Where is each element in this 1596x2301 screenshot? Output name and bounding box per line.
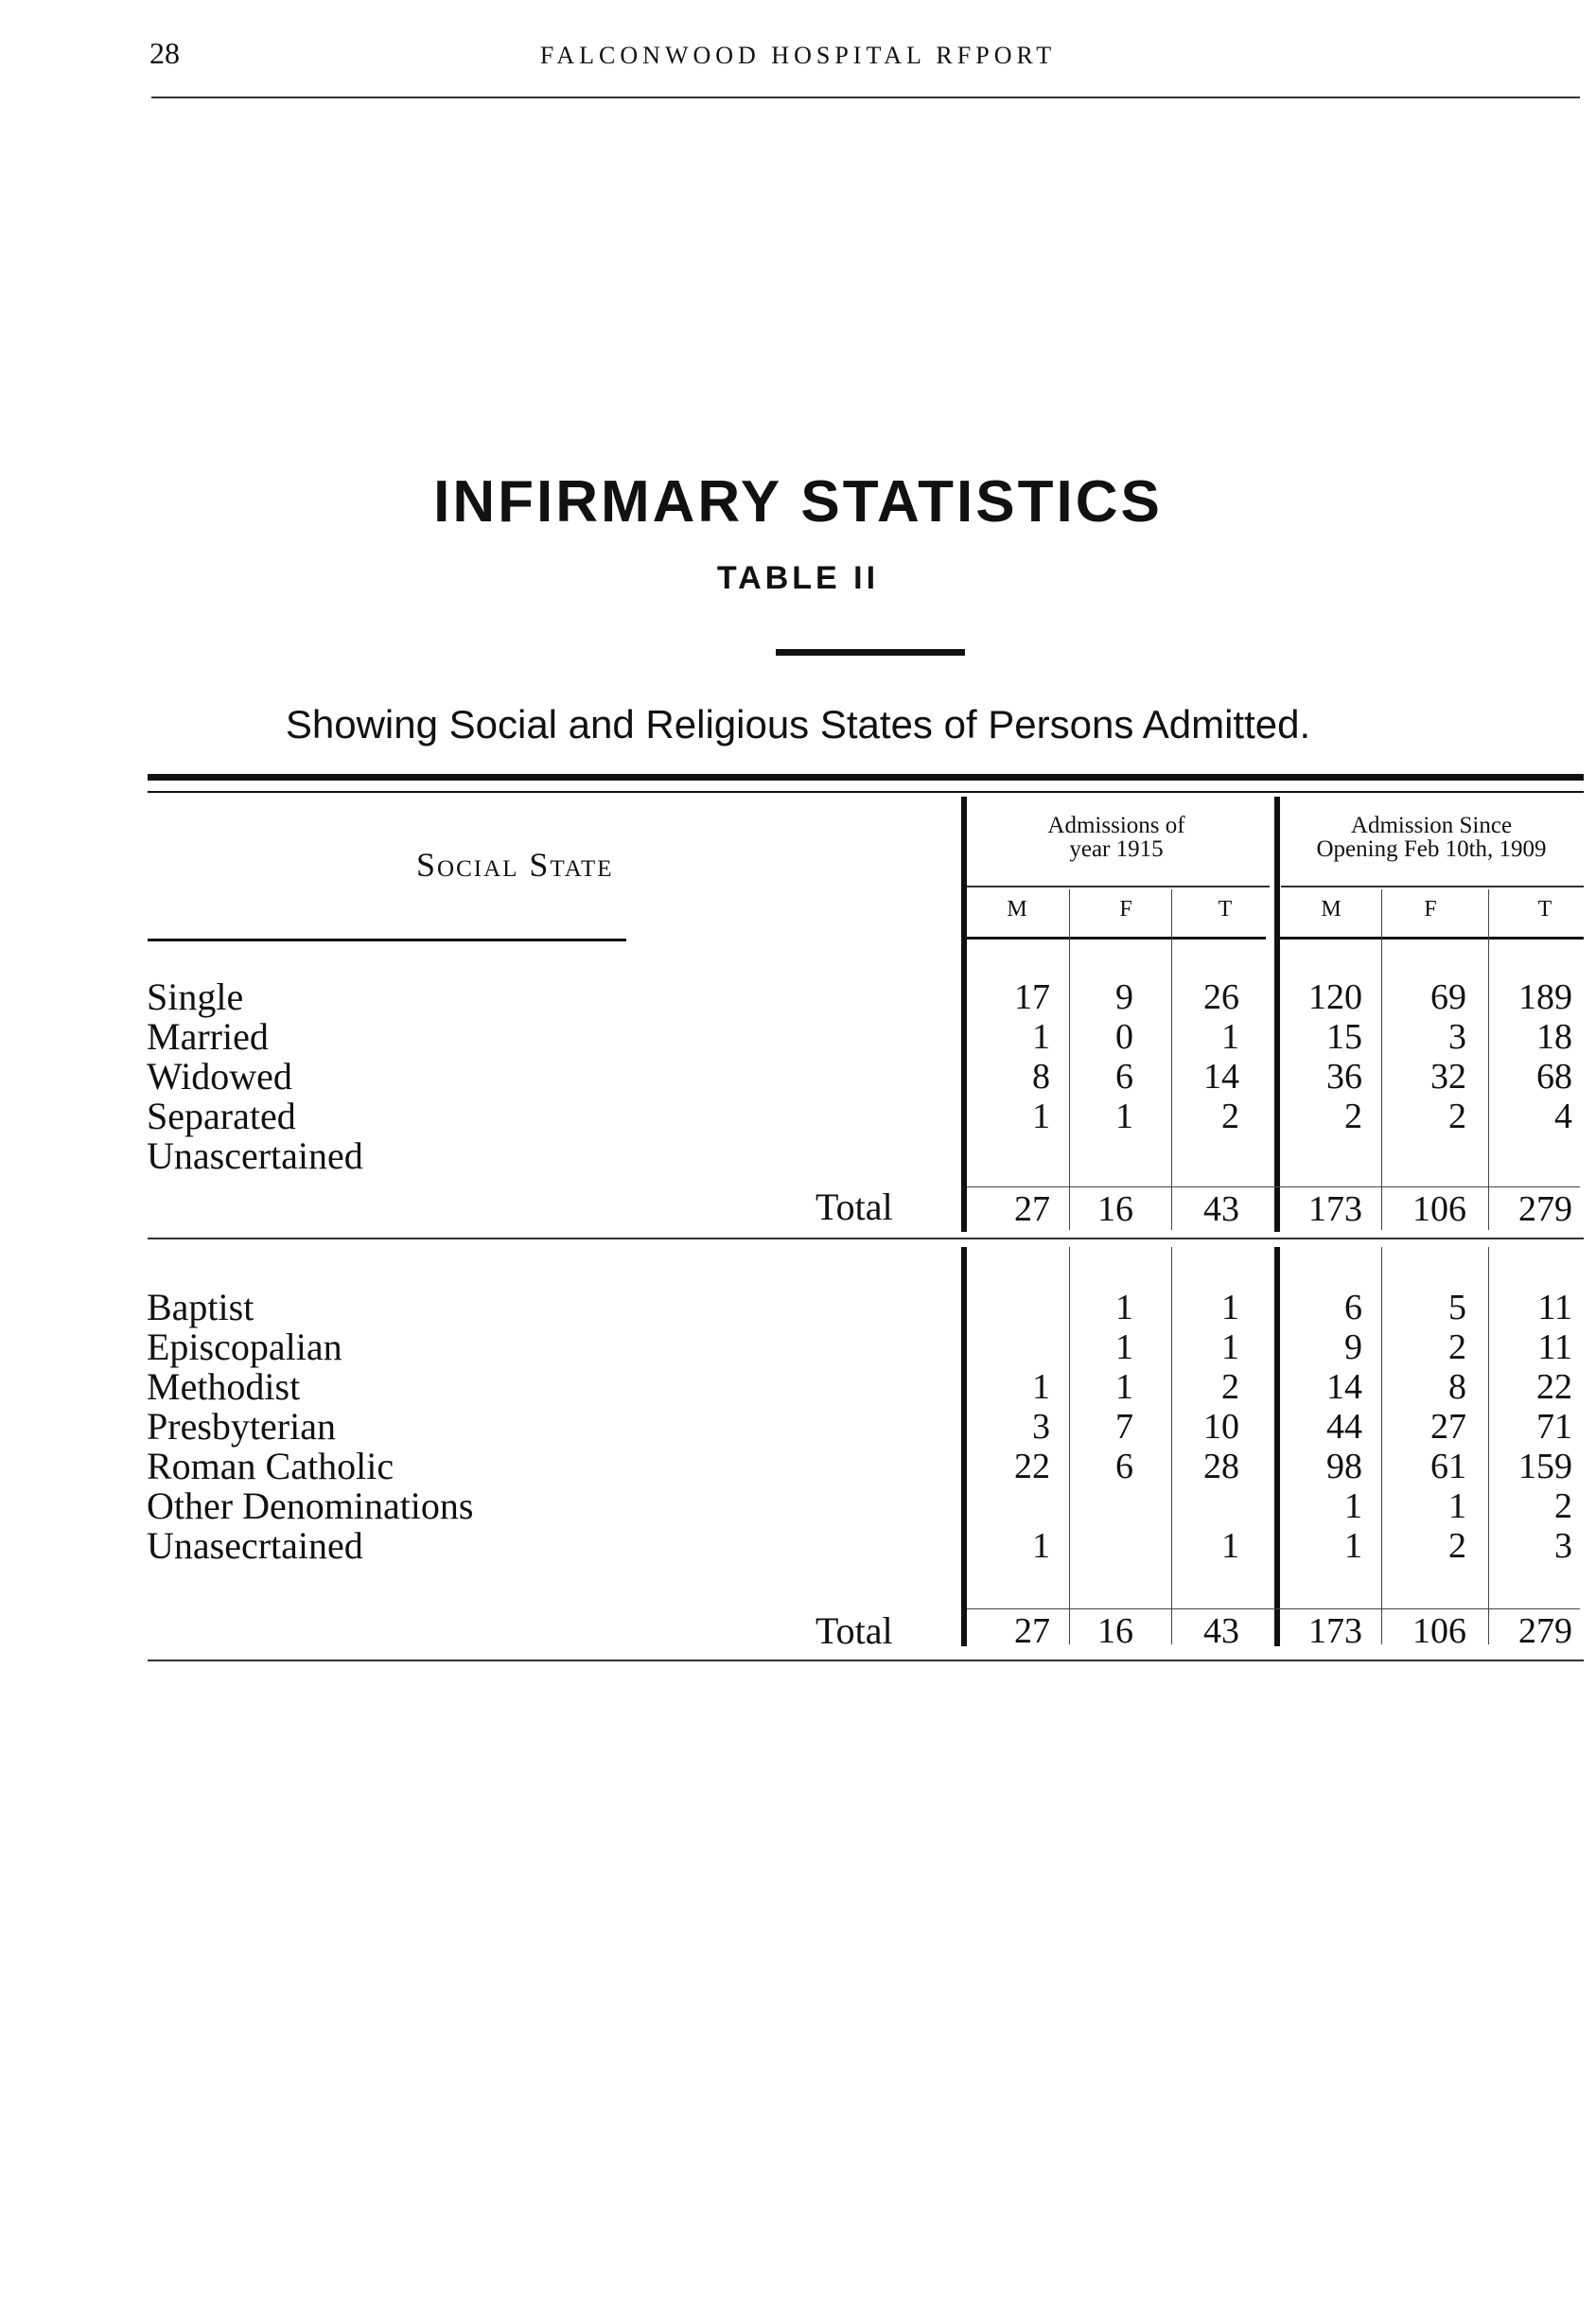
cell-single-since-f: 69 [1430, 977, 1466, 1017]
cell-episcopalian-since-f: 2 [1448, 1327, 1466, 1367]
cell-roman-catholic-since-t: 159 [1518, 1447, 1572, 1486]
cell-roman-catholic-1915-m: 22 [1014, 1447, 1050, 1486]
cell-baptist-since-t: 11 [1537, 1288, 1572, 1327]
cell-baptist-since-f: 5 [1448, 1288, 1466, 1327]
sub-header-rule [963, 937, 1266, 940]
group-header-rule [1281, 886, 1584, 887]
cell-widowed-since-f: 32 [1430, 1057, 1466, 1097]
cell-single-1915-m: 17 [1014, 977, 1050, 1017]
section-divider [148, 1238, 1584, 1239]
cell-other-since-m: 1 [1344, 1486, 1362, 1526]
cell-episcopalian-1915-f: 1 [1115, 1327, 1133, 1367]
page-title: INFIRMARY STATISTICS [433, 469, 1163, 535]
table-top-thin-rule [148, 791, 1584, 793]
cell-social-total-1915-m: 27 [1014, 1189, 1050, 1229]
group-header-since-opening [1279, 814, 1584, 861]
cell-unasecrtained-since-m: 1 [1344, 1526, 1362, 1566]
cell-married-1915-m: 1 [1032, 1017, 1050, 1057]
cell-religious-total-1915-f: 16 [1097, 1611, 1133, 1651]
sub-header-f: F [1119, 897, 1132, 922]
header-rule [151, 97, 1580, 98]
cell-separated-1915-f: 1 [1115, 1097, 1133, 1136]
sub-header-rule [1279, 937, 1584, 940]
cell-methodist-since-f: 8 [1448, 1367, 1466, 1407]
cell-religious-total-1915-t: 43 [1203, 1611, 1239, 1651]
religious-total-label: Total [816, 1609, 893, 1652]
cell-separated-since-f: 2 [1448, 1097, 1466, 1136]
cell-married-since-f: 3 [1448, 1017, 1466, 1057]
cell-baptist-1915-f: 1 [1115, 1288, 1133, 1327]
cell-single-1915-f: 9 [1115, 977, 1133, 1017]
cell-married-since-m: 15 [1326, 1017, 1362, 1057]
row-label-baptist: Baptist [147, 1286, 254, 1328]
row-header-label: Social State [416, 846, 614, 884]
social-total-label: Total [816, 1186, 893, 1228]
cell-widowed-1915-t: 14 [1203, 1057, 1239, 1097]
cell-other-since-f: 1 [1448, 1486, 1466, 1526]
cell-episcopalian-since-t: 11 [1537, 1327, 1572, 1367]
cell-unasecrtained-1915-t: 1 [1221, 1526, 1239, 1566]
row-label-roman-catholic: Roman Catholic [147, 1445, 395, 1487]
cell-roman-catholic-1915-f: 6 [1115, 1447, 1133, 1486]
page-number: 28 [149, 36, 180, 70]
cell-social-total-since-t: 279 [1518, 1189, 1572, 1229]
sub-header-f: F [1424, 897, 1437, 922]
cell-presbyterian-1915-t: 10 [1203, 1407, 1239, 1447]
cell-separated-since-m: 2 [1344, 1097, 1362, 1136]
cell-methodist-1915-t: 2 [1221, 1367, 1239, 1407]
cell-other-since-t: 2 [1554, 1486, 1572, 1526]
cell-single-1915-t: 26 [1203, 977, 1239, 1017]
table-bottom-rule [148, 1660, 1584, 1661]
cell-widowed-1915-m: 8 [1032, 1057, 1050, 1097]
cell-unasecrtained-since-f: 2 [1448, 1526, 1466, 1566]
cell-baptist-1915-t: 1 [1221, 1288, 1239, 1327]
cell-widowed-since-m: 36 [1326, 1057, 1362, 1097]
cell-single-since-t: 189 [1518, 977, 1572, 1017]
sub-header-m: M [1321, 897, 1342, 922]
cell-social-total-since-m: 173 [1308, 1189, 1362, 1229]
cell-unasecrtained-since-t: 3 [1554, 1526, 1572, 1566]
cell-methodist-since-t: 22 [1536, 1367, 1572, 1407]
cell-social-total-since-f: 106 [1412, 1189, 1466, 1229]
total-rule [967, 1186, 1580, 1187]
cell-episcopalian-since-m: 9 [1344, 1327, 1362, 1367]
cell-presbyterian-1915-m: 3 [1032, 1407, 1050, 1447]
table-subtitle: Showing Social and Religious States of Persons Admitted. [285, 702, 1311, 747]
sub-header-m: M [1007, 897, 1027, 922]
cell-separated-1915-t: 2 [1221, 1097, 1239, 1136]
cell-religious-total-1915-m: 27 [1014, 1611, 1050, 1651]
row-label-methodist: Methodist [147, 1365, 301, 1408]
cell-widowed-1915-f: 6 [1115, 1057, 1133, 1097]
cell-single-since-m: 120 [1308, 977, 1362, 1017]
cell-presbyterian-since-m: 44 [1326, 1407, 1362, 1447]
cell-married-since-t: 18 [1536, 1017, 1572, 1057]
table-label: TABLE II [716, 560, 880, 596]
cell-methodist-1915-f: 1 [1115, 1367, 1133, 1407]
cell-married-1915-t: 1 [1221, 1017, 1239, 1057]
row-label-married: Married [147, 1015, 269, 1058]
cell-methodist-1915-m: 1 [1032, 1367, 1050, 1407]
cell-social-total-1915-f: 16 [1097, 1189, 1133, 1229]
row-label-episcopalian: Episcopalian [147, 1326, 342, 1368]
cell-social-total-1915-t: 43 [1203, 1189, 1239, 1229]
group-header-line1: Admissions of [1047, 813, 1185, 838]
title-divider [776, 649, 965, 656]
group-header-line2: year 1915 [1069, 836, 1164, 862]
running-title: FALCONWOOD HOSPITAL RFPORT [539, 42, 1057, 69]
total-rule [967, 1608, 1580, 1609]
row-label-widowed: Widowed [147, 1055, 292, 1098]
cell-presbyterian-1915-f: 7 [1115, 1407, 1133, 1447]
group-header-1915 [965, 814, 1268, 861]
cell-separated-1915-m: 1 [1032, 1097, 1050, 1136]
cell-methodist-since-m: 14 [1326, 1367, 1362, 1407]
cell-roman-catholic-1915-t: 28 [1203, 1447, 1239, 1486]
row-label-unasecrtained: Unasecrtained [147, 1524, 363, 1567]
cell-presbyterian-since-t: 71 [1536, 1407, 1572, 1447]
cell-roman-catholic-since-f: 61 [1430, 1447, 1466, 1486]
cell-baptist-since-m: 6 [1344, 1288, 1362, 1327]
cell-unasecrtained-1915-m: 1 [1032, 1526, 1050, 1566]
row-label-single: Single [147, 975, 244, 1018]
cell-religious-total-since-t: 279 [1518, 1611, 1572, 1651]
cell-religious-total-since-f: 106 [1412, 1611, 1466, 1651]
cell-separated-since-t: 4 [1554, 1097, 1572, 1136]
cell-episcopalian-1915-t: 1 [1221, 1327, 1239, 1367]
cell-roman-catholic-since-m: 98 [1326, 1447, 1362, 1486]
row-label-other-denominations: Other Denominations [147, 1484, 474, 1527]
group-header-rule [967, 886, 1270, 887]
row-label-separated: Separated [147, 1095, 296, 1137]
row-label-presbyterian: Presbyterian [147, 1405, 336, 1448]
sub-header-t: T [1537, 897, 1552, 922]
row-label-unascertained: Unascertained [147, 1134, 363, 1177]
sub-header-t: T [1218, 897, 1233, 922]
cell-widowed-since-t: 68 [1536, 1057, 1572, 1097]
table-top-rule [148, 774, 1584, 781]
cell-married-1915-f: 0 [1115, 1017, 1133, 1057]
group-header-line1: Admission Since [1350, 813, 1513, 838]
cell-presbyterian-since-f: 27 [1430, 1407, 1466, 1447]
group-header-line2: Opening Feb 10th, 1909 [1316, 836, 1547, 862]
cell-religious-total-since-m: 173 [1308, 1611, 1362, 1651]
row-header-rule [148, 939, 626, 941]
